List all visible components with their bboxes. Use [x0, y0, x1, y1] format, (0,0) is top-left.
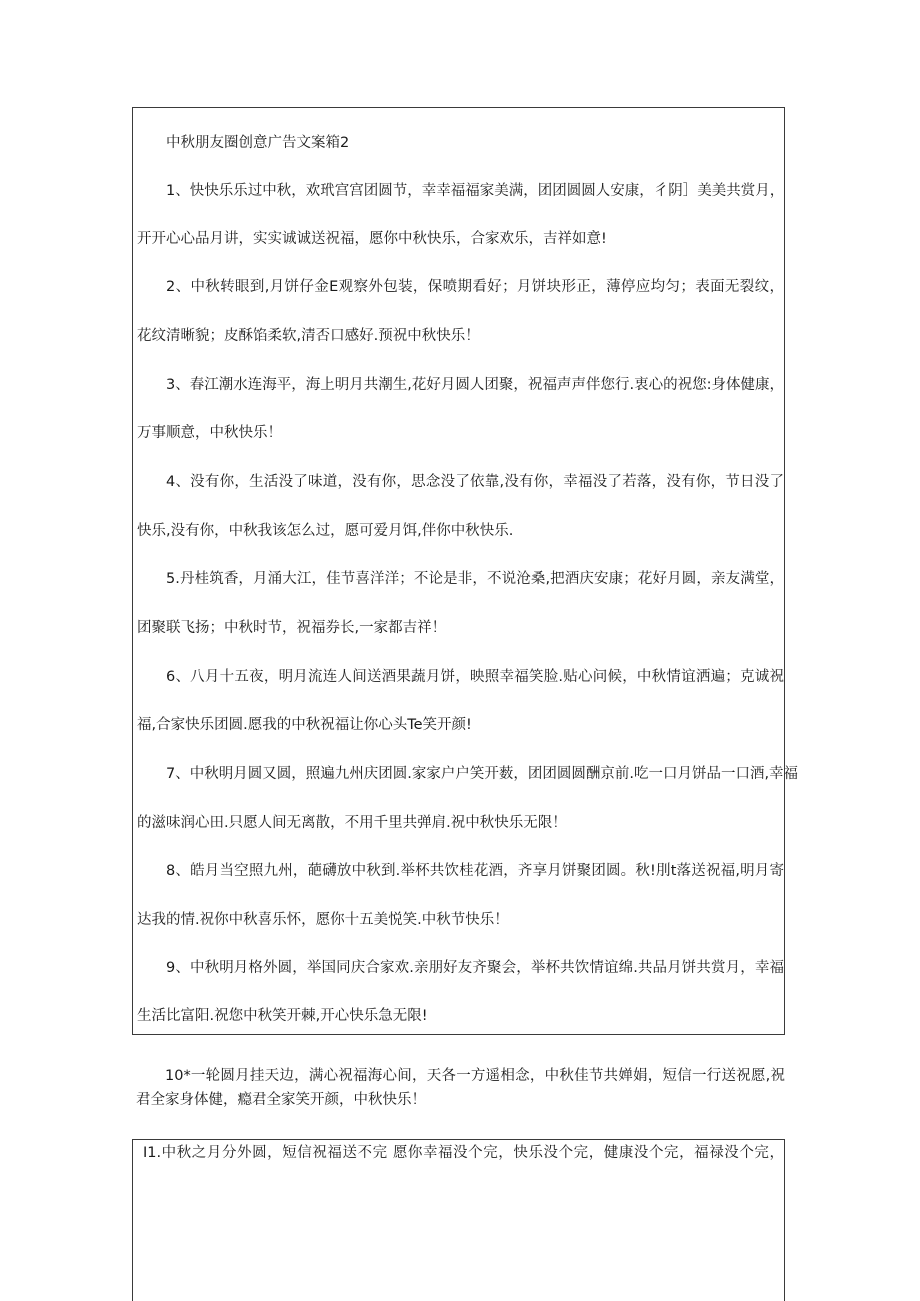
list-item-11-line-1: I1.中秋之月分外圆，短信祝福送不完 愿你幸福没个完，快乐没个完，健康没个完，福禄没个完， [143, 1145, 784, 1161]
list-item-2-line-1: 2、中秋转眼到,月饼仔金E观察外包装，保喷期看好；月饼块形正，薄停应均匀；表面无裂纹， [166, 279, 784, 295]
list-item-6-line-1: 6、八月十五夜，明月流连人间送酒果蔬月饼，映照幸福笑脸.贴心问候，中秋情谊洒遍；克诚祝 [166, 669, 784, 685]
list-item-9-line-2: 生活比富阳.祝您中秋笑开棘,开心快乐急无限! [137, 1008, 428, 1024]
list-item-1-line-2: 开开心心品月讲，实实诚诚送祝福，愿你中秋快乐，合家欢乐，吉祥如意! [137, 231, 607, 247]
outside-paragraph [132, 1066, 785, 1116]
list-item-3-line-1: 3、春江潮水连海平，海上明月共潮生,花好月圆人团聚，祝福声声伴您行.衷心的祝您:身体健康， [166, 377, 784, 393]
list-item-10-line-2: 君全家身体健，瘾君全家笑开颜，中秋快乐！ [136, 1092, 426, 1108]
document-frame-1 [132, 107, 799, 1035]
list-item-8-line-2: 达我的情.祝你中秋喜乐怀，愿你十五美悦笑.中秋节快乐！ [137, 912, 509, 928]
list-item-10-line-1: 10*一轮圆月挂天边，满心祝福海心间，天各一方遥相念，中秋佳节共婵娟，短信一行送祝愿,祝 [165, 1068, 785, 1084]
document-title: 中秋朋友圈创意广告文案箱2 [166, 135, 350, 151]
list-item-2-line-2: 花纹清晰貌；皮酥馅柔软,清否口感好.预祝中秋快乐！ [137, 328, 480, 344]
list-item-7-line-2: 的滋味润心田.只愿人间无离散，不用千里共弹肩.祝中秋快乐无限！ [137, 815, 567, 831]
list-item-4-line-1: 4、没有你，生活没了味道，没有你，思念没了依靠,没有你，幸福没了若落，没有你，节日没了 [166, 474, 784, 490]
list-item-6-line-2: 福,合家快乐团圆.愿我的中秋祝福让你心头Te笑开颜! [137, 717, 472, 733]
list-item-4-line-2: 快乐,没有你，中秋我该怎么过，愿可爱月饵,伴你中秋快乐. [137, 523, 514, 539]
list-item-7-line-1: 7、中秋明月圆又圆，照遍九州庆团圆.家家户户笑开薮，团团圆圆酬京前.吃一口月饼品一口酒,幸福 [166, 766, 799, 782]
list-item-9-line-1: 9、中秋明月格外圆，举国同庆合家欢.亲朋好友齐聚会，举杯共饮情谊绵.共品月饼共赏月，幸福 [166, 960, 784, 976]
list-item-8-line-1: 8、皓月当空照九州，葩礴放中秋到.举杯共饮桂花酒，齐享月饼聚团圆。秋!刖t落送祝福,明月寄 [166, 863, 784, 879]
list-item-5-line-1: 5.丹桂筑香，月涌大江，佳节喜洋洋；不论是非，不说沧桑,把酒庆安康；花好月圆，亲友满堂， [166, 571, 784, 587]
document-frame-2 [132, 1139, 785, 1301]
list-item-3-line-2: 万事顺意，中秋快乐！ [137, 425, 282, 441]
list-item-5-line-2: 团聚联飞扬；中秋时节，祝福券长,一家都吉祥！ [137, 620, 447, 636]
list-item-1-line-1: 1、快快乐乐过中秋，欢玳宫宫团圆节，幸幸福福家美满，团团圆圆人安康，彳阴］美美共赏月， [166, 183, 785, 199]
